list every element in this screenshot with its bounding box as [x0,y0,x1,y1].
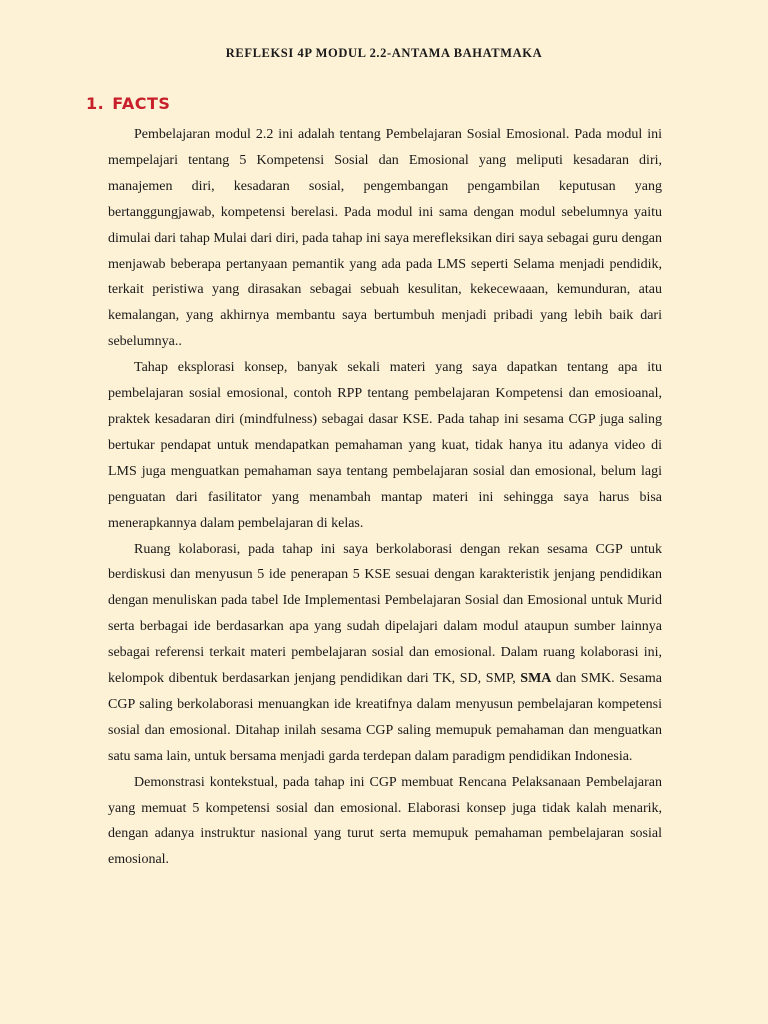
paragraph-1: Pembelajaran modul 2.2 ini adalah tentang Pembelajaran Sosial Emosional. Pada modul ini mempelajari tentang 5 Kompetensi Sosial dan Emosional yang meliputi kesadaran diri, manajemen diri, kesadaran sosial, pengembangan pengambilan keputusan yang bertanggungjawab, kompetensi berelasi. Pada modul ini sama dengan modul sebelumnya yaitu dimulai dari tahap Mulai dari diri, pada tahap ini saya merefleksikan diri saya sebagai guru dengan menjawab beberapa pertanyaan pemantik yang ada pada LMS seperti Selama menjadi pendidik, terkait peristiwa yang dirasakan sebagai sebuah kesulitan, kekecewaaan, kemunduran, atau kemalangan, yang akhirnya membantu saya bertumbuh menjadi pribadi yang lebih baik dari sebelumnya.. [108,127,662,350]
paragraph-3-text-before: Ruang kolaborasi, pada tahap ini saya berkolaborasi dengan rekan sesama CGP untuk berdiskusi dan menyusun 5 ide penerapan 5 KSE sesuai dengan karakteristik jenjang pendidikan dengan menuliskan pada tabel Ide Implementasi Pembelajaran Sosial dan Emosional untuk Murid serta berbagai ide berdasarkan apa yang sudah dipelajari dalam modul ataupun sumber lainnya sebagai referensi terkait materi pembelajaran sosial dan emosional. Dalam ruang kolaborasi ini, kelompok dibentuk berdasarkan jenjang pendidikan dari TK, SD, SMP, [108,541,662,687]
document-title: REFLEKSI 4P MODUL 2.2-ANTAMA BAHATMAKA [225,46,543,60]
section-heading-text: FACTS [112,94,171,113]
section-number: 1. [86,94,105,113]
paragraph-2: Tahap eksplorasi konsep, banyak sekali materi yang saya dapatkan tentang apa itu pembelajaran sosial emosional, contoh RPP tentang pembelajaran Kompetensi dan emosioanal, praktek kesadaran diri (mindfulness) sebagai dasar KSE. Pada tahap ini sesama CGP juga saling bertukar pendapat untuk mendapatkan pemahaman yang kuat, tidak hanya itu adanya video di LMS juga menguatkan pemahaman saya tentang pembelajaran sosial dan emosional, belum lagi penguatan dari fasilitator yang menambah mantap materi ini sehingga saya harus bisa menerapkannya dalam pembelajaran di kelas. [108,360,662,531]
paragraph-3 [108,537,662,770]
document-body [108,122,662,873]
section-heading [86,94,170,113]
paragraph-3-bold-text: SMA [520,671,552,687]
paragraph-3-text-after: dan SMK. Sesama CGP saling berkolaborasi menuangkan ide kreatifnya dalam menyusun pembelajaran kompetensi sosial dan emosional. Ditahap inilah sesama CGP saling memupuk pemahaman dan menguatkan satu sama lain, untuk bersama menjadi garda terdepan dalam paradigm pendidikan Indonesia. [108,671,662,764]
paragraph-4: Demonstrasi kontekstual, pada tahap ini CGP membuat Rencana Pelaksanaan Pembelajaran yang memuat 5 kompetensi sosial dan emosional. Elaborasi konsep juga tidak kalah menarik, dengan adanya instruktur nasional yang turut serta memupuk pemahaman pembelajaran sosial emosional. [108,774,662,868]
